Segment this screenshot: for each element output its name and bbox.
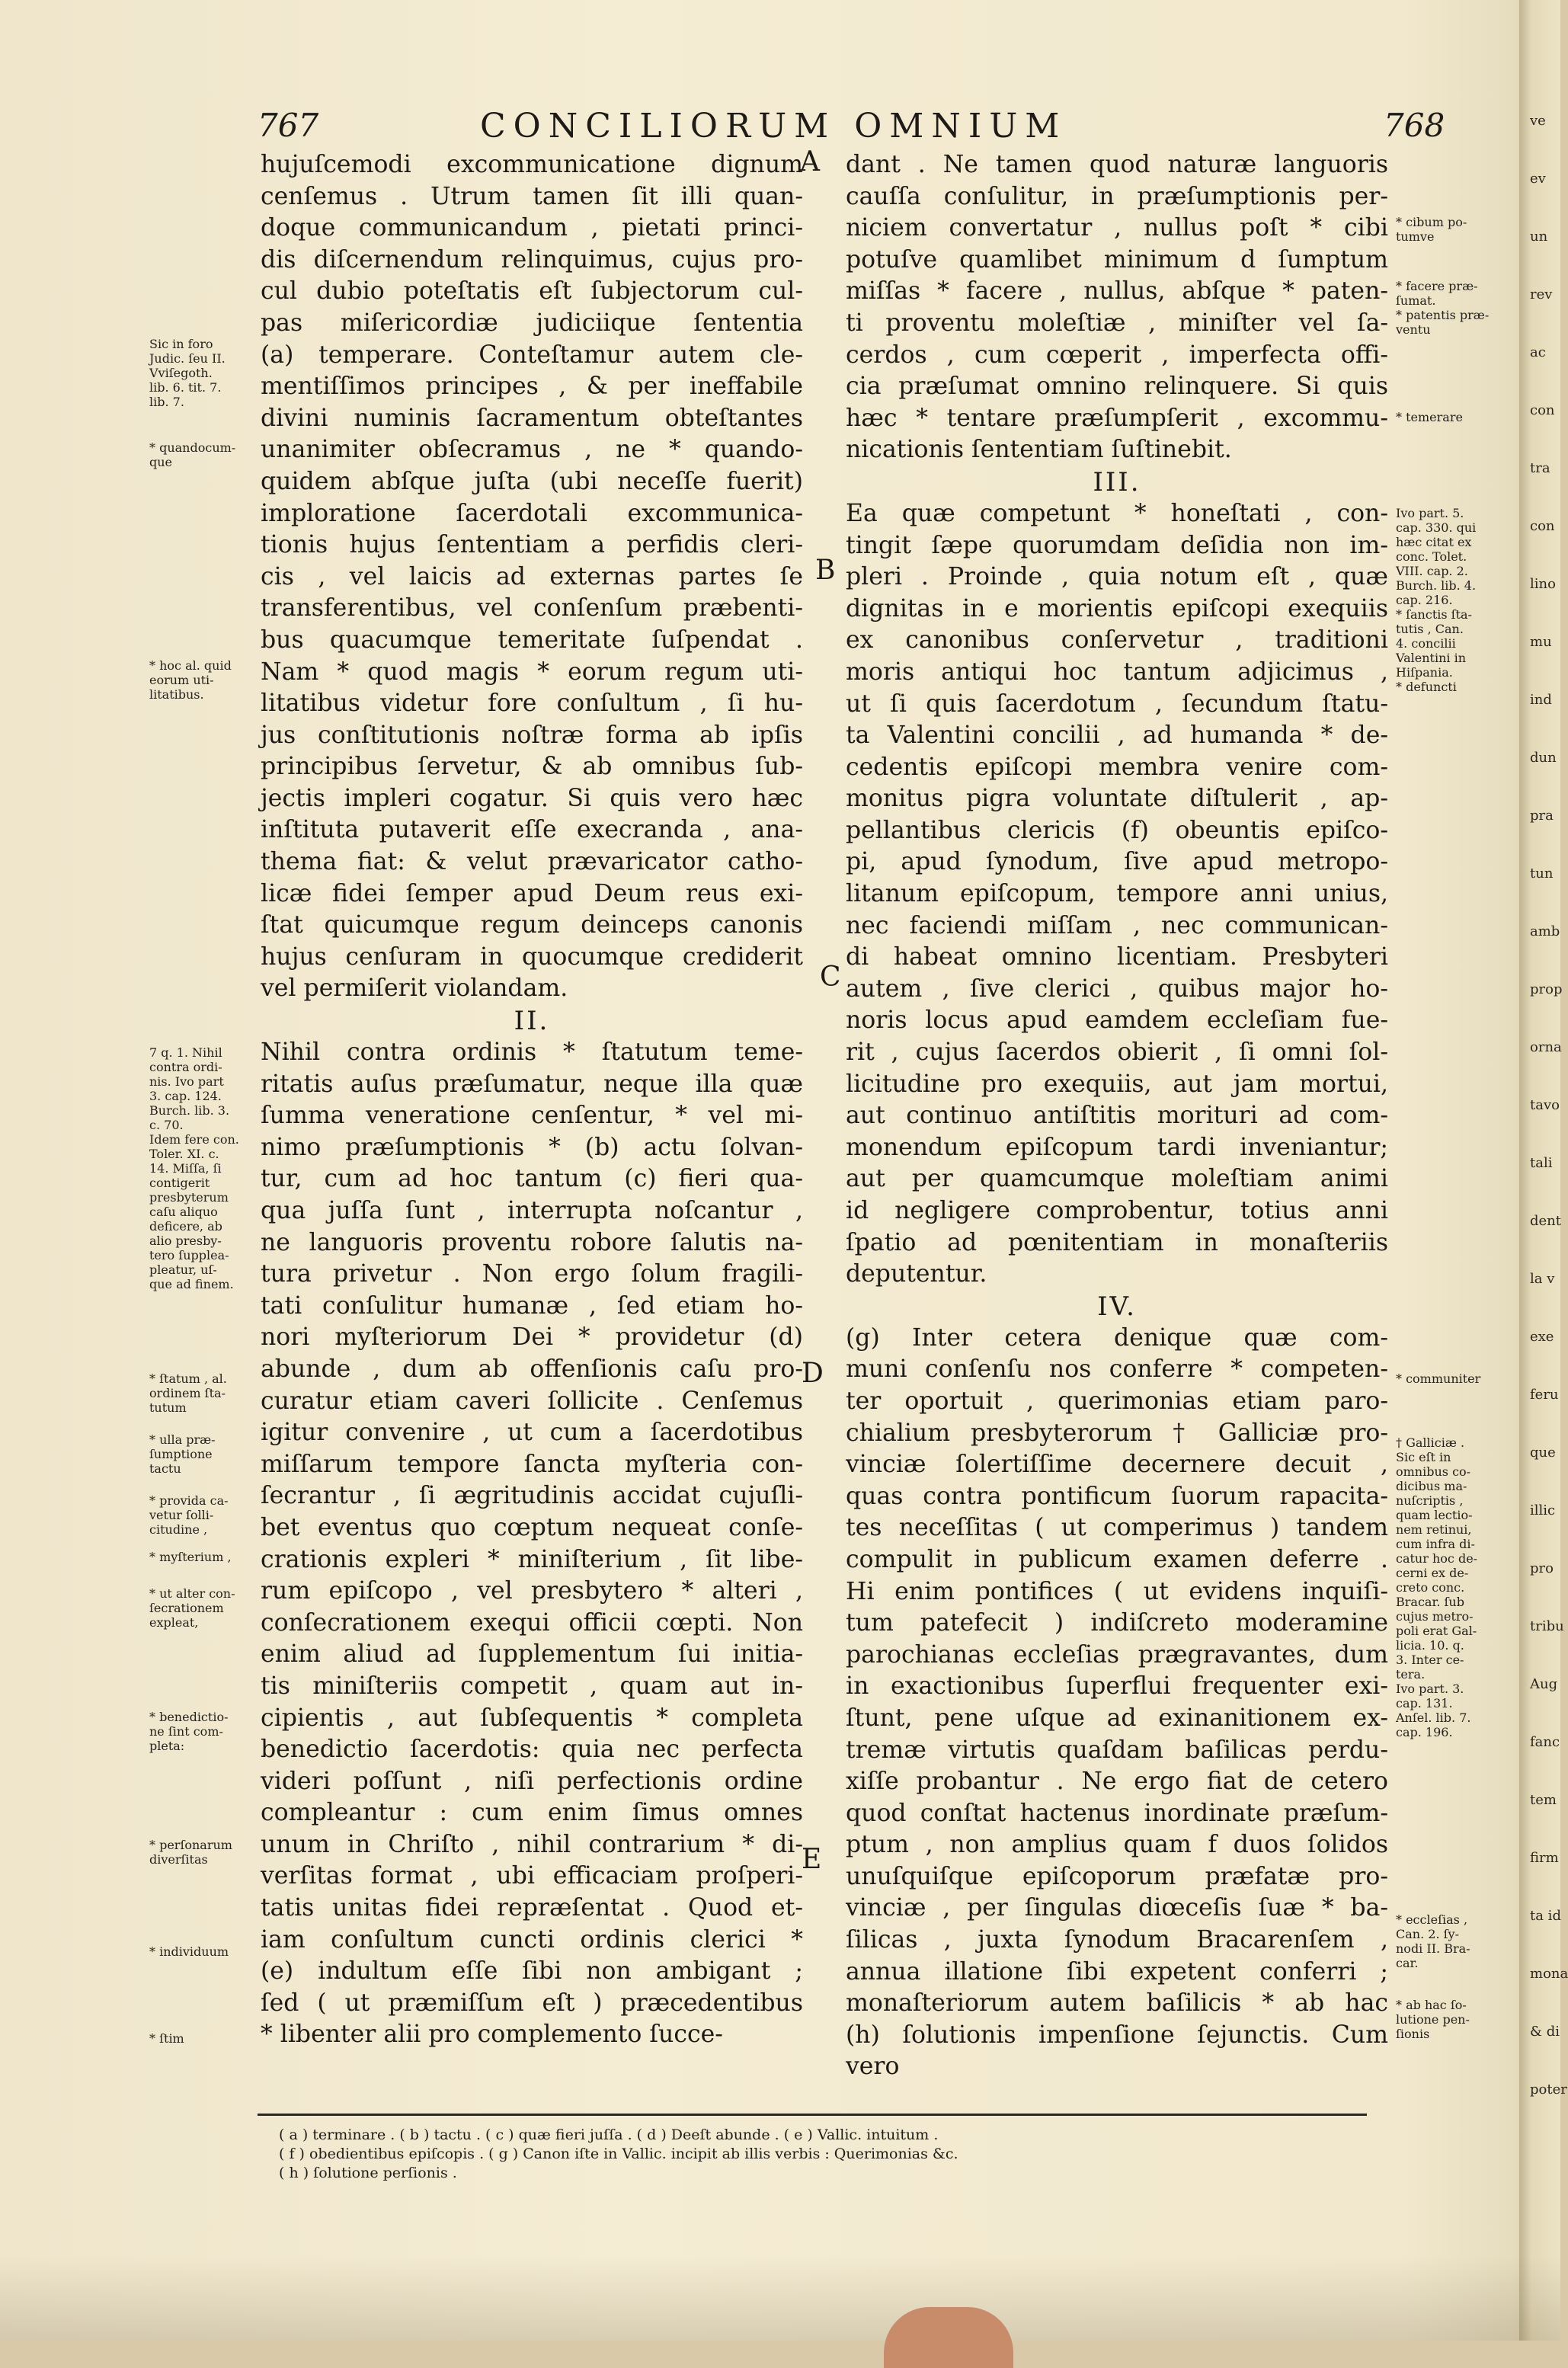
text-line: potuſve quamlibet minimum d ſumptum (846, 245, 1388, 274)
text-line: thema fiat: & velut prævaricator catho- (261, 848, 803, 876)
text-line: hæc * tentare præſumpſerit , excommu- (846, 404, 1388, 432)
running-head: CONCILIORUM OMNIUM (480, 107, 1067, 146)
right-column-text (846, 149, 1388, 2083)
text-line: ſilicas , juxta ſynodum Bracarenſem , (846, 1926, 1388, 1954)
text-line: unuſquiſque epiſcoporum præfatæ pro- (846, 1862, 1388, 1890)
text-line: principibus ſervetur, & ab omnibus ſub- (261, 753, 803, 781)
verso-fragment: orna (1530, 1039, 1562, 1055)
text-line: litanum epiſcopum, tempore anni unius, (846, 880, 1388, 908)
text-line: litatibus videtur fore conſultum , ſi hu- (261, 690, 803, 718)
verso-fragment: tra (1530, 460, 1550, 476)
text-line: deputentur. (846, 1260, 987, 1288)
text-line: ne languoris proventu robore ſalutis na- (261, 1228, 803, 1256)
verso-fragment: poter (1530, 2082, 1567, 2098)
text-line: ſtat quicumque regum deinceps canonis (261, 911, 803, 939)
text-line: conſecrationem exequi officii cœpti. Non (261, 1608, 803, 1637)
text-line: moris antiqui hoc tantum adjicimus , (846, 658, 1388, 686)
left-block-1 (261, 149, 803, 1005)
text-line: in exactionibus ſuperflui frequenter exi- (846, 1672, 1388, 1701)
verso-fragment: fanc (1530, 1734, 1560, 1750)
verso-fragment: Aug (1530, 1676, 1558, 1692)
text-line: aut continuo antiſtitis morituri ad com- (846, 1102, 1388, 1130)
text-line: Nihil contra ordinis * ſtatutum teme- (261, 1038, 803, 1067)
text-line: licitudine pro exequiis, aut jam mortui, (846, 1070, 1388, 1098)
text-line: unanimiter obſecramus , ne * quando- (261, 436, 803, 464)
margin-note: Sic in foro Judic. ſeu II. Vviſegoth. lib. 6. tit. 7. lib. 7. (149, 337, 226, 409)
text-line: dis diſcernendum relinquimus, cujus pro- (261, 245, 803, 274)
margin-note: * individuum (149, 1944, 229, 1959)
text-line: compulit in publicum examen deferre . (846, 1545, 1388, 1573)
text-line: autem , ſive clerici , quibus major ho- (846, 974, 1388, 1003)
text-line: tingit ſæpe quorumdam deſidia non im- (846, 531, 1388, 559)
text-line: ſecrantur , ſi ægritudinis accidat cujuſli- (261, 1482, 803, 1510)
text-line: inſtituta putaverit eſſe execranda , ana- (261, 816, 803, 844)
margin-note: * quandocum- que (149, 440, 236, 469)
verso-fragment: & di (1530, 2024, 1560, 2040)
text-line: qua juſſa ſunt , interrupta noſcantur , (261, 1197, 803, 1224)
verso-fragment: con (1530, 518, 1555, 534)
text-line: mentiſſimos principes , & per ineffabile (261, 373, 803, 401)
text-line: crationis expleri * miniſterium , ſit libe- (261, 1545, 803, 1573)
text-line: divini numinis ſacramentum obteſtantes (261, 404, 803, 432)
section-heading-III: III. (1093, 466, 1141, 498)
section-letter-b: B (815, 555, 836, 586)
text-line: ut ſi quis ſacerdotum , ſecundum ſtatu- (846, 690, 1388, 718)
text-line: cenſemus . Utrum tamen ſit illi quan- (261, 182, 803, 210)
text-line: vel permiſerit violandam. (261, 974, 568, 1003)
text-line: miſſarum tempore ſancta myſteria con- (261, 1450, 803, 1478)
margin-note: * communiter (1396, 1371, 1481, 1386)
text-line: tis miniſteriis competit , quam aut in- (261, 1672, 803, 1700)
section-letter-d: D (802, 1358, 824, 1389)
text-line: cul dubio poteſtatis eſt ſubjectorum cul- (261, 277, 803, 306)
text-line: imploratione ſacerdotali excommunica- (261, 499, 803, 527)
text-line: rit , cujus ſacerdos obierit , ſi omni ſol- (846, 1038, 1388, 1067)
text-line: ptum , non amplius quam f duos ſolidos (846, 1831, 1388, 1859)
verso-fragment: tem (1530, 1792, 1557, 1808)
text-line: hujus cenſuram in quocumque crediderit (261, 942, 803, 971)
text-line: ti proventu moleſtiæ , miniſter vel ſa- (846, 309, 1388, 337)
verso-fragment: mona (1530, 1966, 1568, 1982)
section-heading-IV: IV. (1097, 1291, 1137, 1322)
verso-fragment: dent (1530, 1213, 1562, 1229)
margin-note: * ſtim (149, 2031, 184, 2046)
margin-note: * ſtatum , al. ordinem ſta- tutum (149, 1371, 227, 1415)
text-line: vinciæ ſolertiſſime decernere decuit , (846, 1451, 1388, 1479)
verso-fragment: feru (1530, 1387, 1559, 1403)
verso-fragment: prop (1530, 981, 1563, 997)
margin-note: * cibum po- tumve (1396, 215, 1467, 244)
text-line: aut per quamcumque moleſtiam animi (846, 1165, 1388, 1193)
text-line: cis , vel laicis ad externas partes ſe (261, 562, 803, 590)
text-line: nicationis ſententiam ſuſtinebit. (846, 436, 1232, 464)
text-line: (a) temperare. Conteſtamur autem cle- (261, 341, 803, 369)
verso-fragment: firm (1530, 1850, 1559, 1866)
text-line: tes neceſſitas ( ut comperimus ) tandem (846, 1514, 1388, 1542)
text-line: tionis hujus ſententiam a perfidis cleri- (261, 531, 803, 559)
text-line: dant . Ne tamen quod naturæ languoris (846, 151, 1388, 178)
text-line: jus conſtitutionis noſtræ forma ab ipſis (261, 721, 803, 749)
text-line: monendum epiſcopum tardi inveniantur; (846, 1133, 1388, 1161)
text-line: tura privetur . Non ergo ſolum fragili- (261, 1260, 803, 1288)
text-line: (e) indultum eſſe ſibi non ambigant ; (261, 1957, 803, 1986)
margin-note: * hoc al. quid eorum uti- litatibus. (149, 658, 232, 702)
text-line: vero (846, 2053, 900, 2081)
verso-fragment: ve (1530, 113, 1546, 129)
right-block-3 (846, 1323, 1388, 2083)
text-line: chialium presbyterorum † Galliciæ pro- (846, 1419, 1388, 1447)
text-line: verſitas format , ubi efficaciam proſperi- (261, 1862, 803, 1890)
text-line: * libenter alii pro complemento ſucce- (261, 2021, 723, 2049)
text-line: Ea quæ competunt * honeſtati , con- (846, 499, 1388, 527)
text-line: xiſſe probantur . Ne ergo fiat de cetero (846, 1768, 1388, 1796)
text-line: parochianas eccleſias prægravantes, dum (846, 1640, 1388, 1669)
text-line: cipientis , aut ſubſequentis * completa (261, 1704, 803, 1732)
section-letter-e: E (802, 1844, 822, 1875)
text-line: cerdos , cum cœperit , imperfecta offi- (846, 341, 1388, 369)
section-heading-II: II. (514, 1006, 550, 1037)
footnote-line: ( h ) ſolutione perſionis . (279, 2165, 457, 2181)
text-line: ritatis auſus præſumatur, neque illa quæ (261, 1070, 803, 1098)
text-line: niciem convertatur , nullus poſt * cibi (846, 214, 1388, 242)
text-line: pas miſericordiæ judiciique ſententia (261, 309, 803, 337)
text-line: quas contra pontificum ſuorum rapacita- (846, 1482, 1388, 1510)
text-line: muni conſenſu nos conferre * competen- (846, 1355, 1388, 1384)
text-line: id negligere comprobentur, totius anni (846, 1197, 1388, 1224)
margin-note: * ut alter con- ſecrationem expleat, (149, 1586, 235, 1630)
verso-fragment: tali (1530, 1155, 1553, 1171)
text-line: enim aliud ad ſupplementum ſui initia- (261, 1640, 803, 1669)
text-line: pellantibus clericis (f) obeuntis epiſco- (846, 816, 1388, 844)
margin-note: * eccleſias , Can. 2. ſy- nodi II. Bra- car. (1396, 1912, 1470, 1970)
page-number-right: 768 (1384, 107, 1445, 144)
margin-note: Ivo part. 5. cap. 330. qui hæc citat ex conc. Tolet. VIII. cap. 2. Burch. lib. 4. cap. 216. * ſanctis ſta- tutis , Can. 4. concilii Valentini in Hiſpania. * defuncti (1396, 506, 1477, 694)
text-line: licæ fidei ſemper apud Deum reus exi- (261, 879, 803, 907)
text-line: ſumma veneratione cenſentur, * vel mi- (261, 1102, 803, 1130)
verso-fragment: que (1530, 1445, 1556, 1461)
text-line: tur, cum ad hoc tantum (c) fieri qua- (261, 1165, 803, 1193)
text-line: jectis impleri cogatur. Si quis vero hæc (261, 784, 803, 812)
text-line: di habeat omnino licentiam. Presbyteri (846, 943, 1388, 971)
text-line: bus quacumque temeritate ſuſpendat . (261, 626, 803, 654)
verso-fragment: tribu (1530, 1618, 1564, 1634)
text-line: nori myſteriorum Dei * providetur (d) (261, 1323, 803, 1352)
section-letter-c: C (820, 962, 841, 993)
verso-fragment: un (1530, 229, 1548, 245)
text-line: nimo præſumptionis * (b) actu ſolvan- (261, 1133, 803, 1161)
verso-fragment: exe (1530, 1329, 1554, 1345)
verso-fragment: amb (1530, 923, 1560, 939)
right-block-2 (846, 498, 1388, 1291)
text-line: tum patefecit ) indiſcreto moderamine (846, 1609, 1388, 1637)
text-line: miſſas * facere , nullus, abſque * paten- (846, 277, 1388, 306)
margin-note: * ulla præ- ſumptione tactu (149, 1432, 216, 1476)
margin-note: * myſterium , (149, 1550, 232, 1564)
text-line: pi, apud ſynodum, ſive apud metropo- (846, 848, 1388, 876)
text-line: tati conſulitur humanæ , ſed etiam ho- (261, 1291, 803, 1320)
margin-note: * ab hac ſo- lutione pen- ſionis (1396, 1998, 1470, 2041)
text-line: unum in Chriſto , nihil contrarium * di- (261, 1830, 803, 1858)
verso-fragment: ta id (1530, 1908, 1561, 1924)
section-letter-a: A (800, 146, 820, 178)
text-line: videri poſſunt , niſi perfectionis ordine (261, 1767, 803, 1795)
page-shadow (0, 2255, 1560, 2341)
left-block-2 (261, 1037, 803, 2051)
holding-fingers (884, 2307, 1013, 2368)
text-line: cedentis epiſcopi membra venire com- (846, 753, 1388, 781)
verso-fragment: tavo (1530, 1097, 1560, 1113)
text-line: nec faciendi miſſam , nec communican- (846, 911, 1388, 939)
verso-fragment: la v (1530, 1271, 1555, 1287)
margin-note: * provida ca- vetur ſolli- citudine , (149, 1493, 229, 1537)
right-block-1 (846, 149, 1388, 466)
verso-fragment: lino (1530, 576, 1556, 592)
verso-fragment: dun (1530, 750, 1557, 766)
text-line: noris locus apud eamdem eccleſiam fue- (846, 1006, 1388, 1035)
text-line: pleri . Proinde , quia notum eſt , quæ (846, 563, 1388, 591)
text-line: ex canonibus conſervetur , traditioni (846, 626, 1388, 654)
verso-fragment: mu (1530, 634, 1552, 650)
text-line: quod conſtat hactenus inordinate præſum- (846, 1799, 1388, 1827)
footnotes (279, 2126, 1361, 2183)
margin-note: * temerare (1396, 410, 1463, 424)
margin-note: * perſonarum diverſitas (149, 1838, 232, 1867)
text-line: (g) Inter cetera denique quæ com- (846, 1323, 1388, 1352)
text-line: iam conſultum cuncti ordinis clerici * (261, 1925, 803, 1954)
verso-fragment: illic (1530, 1502, 1556, 1518)
text-line: ter oportuit , querimonias etiam paro- (846, 1387, 1388, 1415)
text-line: ſed ( ut præmiſſum eſt ) præcedentibus (261, 1989, 803, 2017)
margin-note: * facere præ- ſumat. * patentis præ- ventu (1396, 279, 1490, 337)
verso-fragment: ac (1530, 344, 1546, 360)
text-line: abunde , dum ab offenſionis caſu pro- (261, 1355, 803, 1383)
verso-fragment: ev (1530, 171, 1546, 187)
text-line: monitus pigra voluntate diſtulerit , ap- (846, 785, 1388, 813)
text-line: compleantur : cum enim ſimus omnes (261, 1799, 803, 1827)
verso-fragment: ind (1530, 692, 1552, 708)
verso-fragment: tun (1530, 866, 1554, 882)
verso-fragment: rev (1530, 286, 1553, 302)
text-line: tremæ virtutis quaſdam baſilicas perdu- (846, 1736, 1388, 1764)
verso-fragment: con (1530, 402, 1555, 418)
text-line: ta Valentini concilii , ad humanda * de- (846, 722, 1388, 750)
footnote-rule (258, 2114, 1367, 2116)
footnote-line: ( f ) obedientibus epiſcopis . ( g ) Canon iſte in Vallic. incipit ab illis verbis : Querimonias &c. (279, 2146, 958, 2162)
text-line: annua illatione ſibi expetent conferri ; (846, 1957, 1388, 1986)
text-line: cia præſumat omnino relinquere. Si quis (846, 373, 1388, 401)
margin-note: * benedictio- ne ſint com- pleta: (149, 1710, 229, 1753)
page-number-left: 767 (258, 107, 319, 144)
text-line: ſtunt, pene uſque ad exinanitionem ex- (846, 1704, 1388, 1732)
adjacent-page-edge (1519, 0, 1568, 2341)
text-line: bet eventus quo cœptum nequeat conſe- (261, 1513, 803, 1541)
text-line: monaſteriorum autem baſilicis * ab hac (846, 1989, 1388, 2018)
text-line: (h) ſolutionis impenſione ſejunctis. Cum (846, 2021, 1388, 2049)
text-line: rum epiſcopo , vel presbytero * alteri , (261, 1577, 803, 1605)
text-line: doque communicandum , pietati princi- (261, 214, 803, 242)
text-line: quidem abſque juſta (ubi neceſſe fuerit) (261, 467, 803, 495)
text-line: hujuſcemodi excommunicatione dignum (261, 151, 803, 178)
verso-fragment: pro (1530, 1560, 1554, 1576)
margin-note: † Galliciæ . Sic eſt in omnibus co- dicibus ma- nuſcriptis , quam lectio- nem retinui, cum infra di- catur hoc de- cerni ex de- creto conc. Bracar. ſub cujus metro- poli erat Gal- licia. 10. q. 3. Inter ce- tera. Ivo part. 3. cap. 131. Anſel. lib. 7. cap. 196. (1396, 1435, 1478, 1739)
text-line: Nam * quod magis * eorum regum uti- (261, 658, 803, 686)
text-line: tatis unitas fidei repræſentat . Quod et- (261, 1894, 803, 1922)
text-line: vinciæ , per ſingulas diœceſis ſuæ * ba- (846, 1894, 1388, 1922)
text-line: ſpatio ad pœnitentiam in monaſteriis (846, 1228, 1388, 1256)
text-line: benedictio ſacerdotis: quia nec perfecta (261, 1736, 803, 1764)
text-line: transferentibus, vel conſenſum præbenti- (261, 594, 803, 622)
text-line: cauſſa conſulitur, in præſumptionis per- (846, 182, 1388, 210)
verso-fragment: pra (1530, 808, 1554, 824)
text-line: dignitas in e morientis epiſcopi exequiis (846, 594, 1388, 622)
text-line: igitur convenire , ut cum a ſacerdotibus (261, 1419, 803, 1447)
footnote-line: ( a ) terminare . ( b ) tactu . ( c ) quæ fieri juſſa . ( d ) Deeſt abunde . ( e ) Vallic. intuitum . (279, 2126, 939, 2143)
text-line: curatur etiam caveri ſollicite . Cenſemus (261, 1387, 803, 1415)
left-column-text (261, 149, 803, 2051)
margin-note: 7 q. 1. Nihil contra ordi- nis. Ivo part 3. cap. 124. Burch. lib. 3. c. 70. Idem fere con. Toler. XI. c. 14. Miſſa, ſi contigerit presbyterum caſu aliquo deficere, ab alio presby- tero ſupplea- pleatur, uſ- que ad finem. (149, 1045, 239, 1291)
text-line: Hi enim pontifices ( ut evidens inquiſi- (846, 1577, 1388, 1605)
